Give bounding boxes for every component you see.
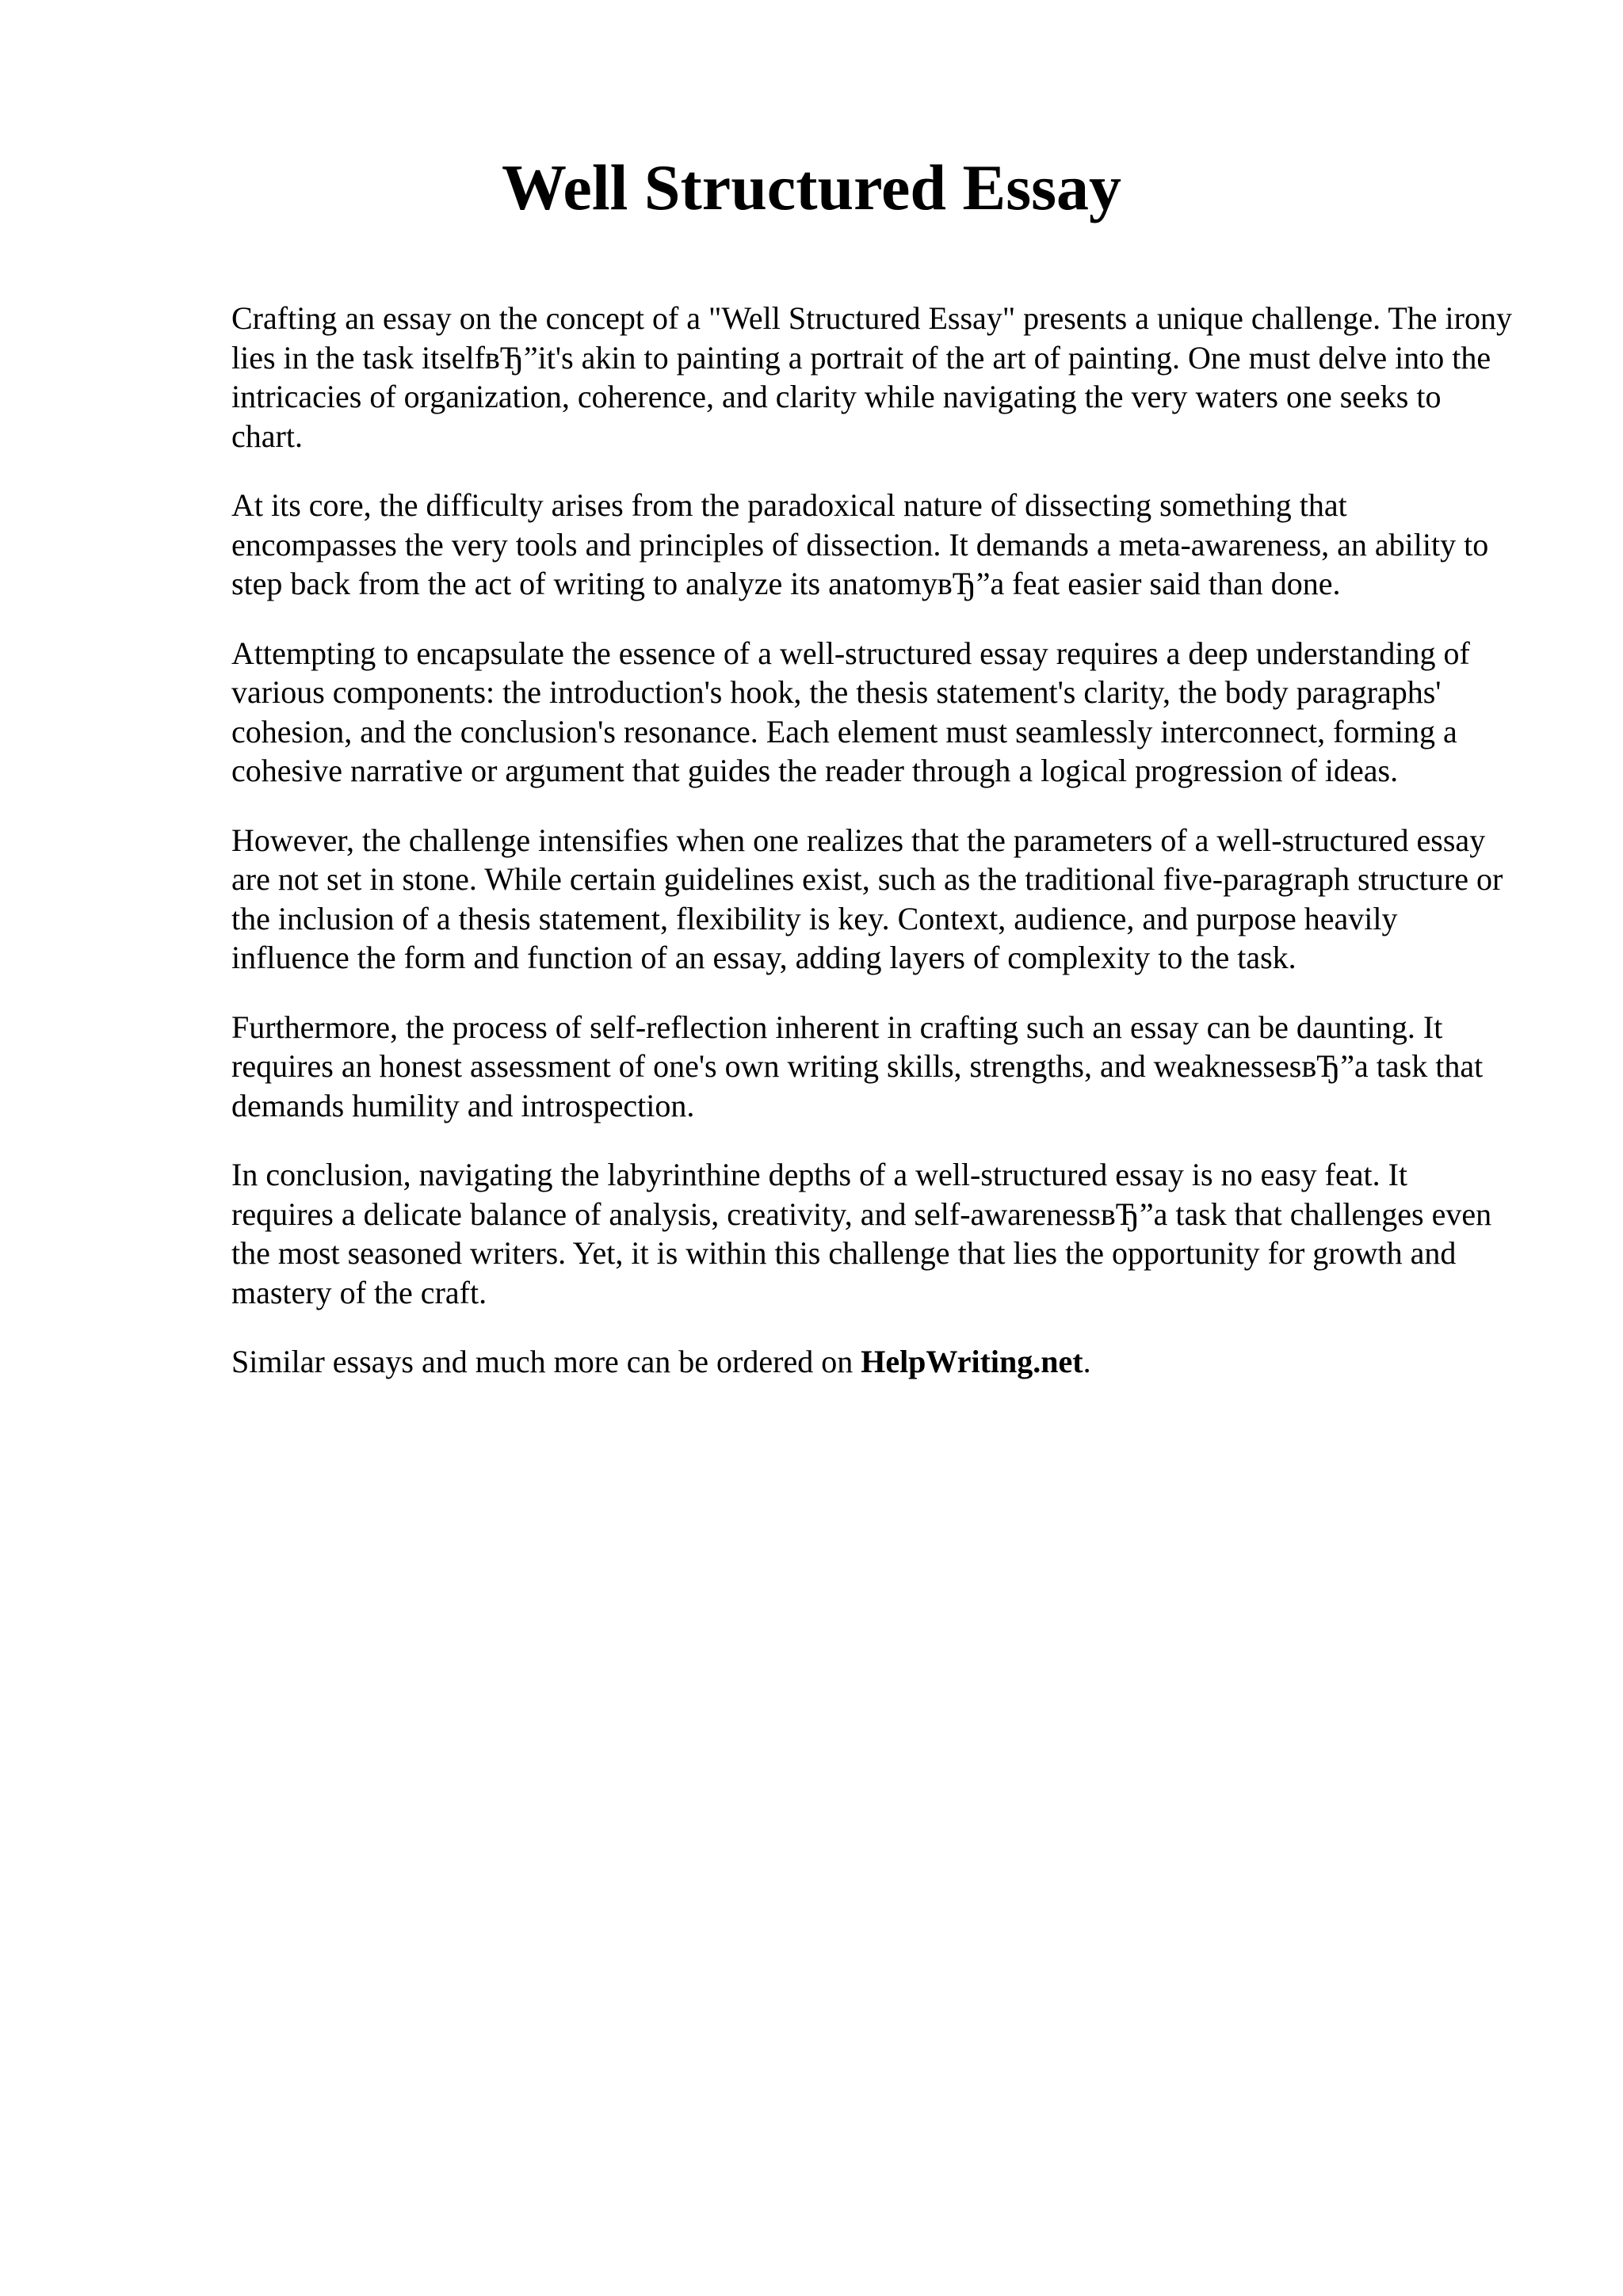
promo-text: Similar essays and much more can be ordered on: [231, 1344, 854, 1379]
promo-period: .: [1083, 1344, 1091, 1379]
essay-body: [231, 299, 1515, 1382]
paragraph-4: However, the challenge intensifies when one realizes that the parameters of a well-structured essay are not set in stone. While certain guidelines exist, such as the traditional five-paragraph structure or the inclusion of a thesis statement, flexibility is key. Context, audience, and purpose heavily influence the form and function of an essay, adding layers of complexity to the task.: [231, 822, 1503, 975]
page-title: Well Structured Essay: [501, 151, 1122, 223]
paragraph-5: Furthermore, the process of self-reflection inherent in crafting such an essay can be daunting. It requires an honest assessment of one's own writing skills, strengths, and weaknessesвЂ”a task that demands humility and introspection.: [231, 1009, 1484, 1123]
paragraph-1: Crafting an essay on the concept of a "Well Structured Essay" presents a unique challenge. The irony lies in the task itselfвЂ”it's akin to painting a portrait of the art of painting. One must delve into the intricacies of organization, coherence, and clarity while navigating the very waters one seeks to chart.: [231, 300, 1512, 454]
paragraph-6: In conclusion, navigating the labyrinthine depths of a well-structured essay is no easy feat. It requires a delicate balance of analysis, creativity, and self-awarenessвЂ”a task that challenges even the most seasoned writers. Yet, it is within this challenge that lies the opportunity for growth and mastery of the craft.: [231, 1157, 1492, 1310]
promo-line: [231, 1342, 1515, 1382]
paragraph-3: Attempting to encapsulate the essence of a well-structured essay requires a deep understanding of various components: the introduction's hook, the thesis statement's clarity, the body paragraphs' cohesion, and the conclusion's resonance. Each element must seamlessly interconnect, forming a cohesive narrative or argument that guides the reader through a logical progression of ideas.: [231, 635, 1470, 788]
brand-link[interactable]: HelpWriting.net: [861, 1344, 1083, 1379]
paragraph-2: At its core, the difficulty arises from the paradoxical nature of dissecting something that encompasses the very tools and principles of dissection. It demands a meta-awareness, an ability to step back from the act of writing to analyze its anatomyвЂ”a feat easier said than done.: [231, 487, 1489, 601]
